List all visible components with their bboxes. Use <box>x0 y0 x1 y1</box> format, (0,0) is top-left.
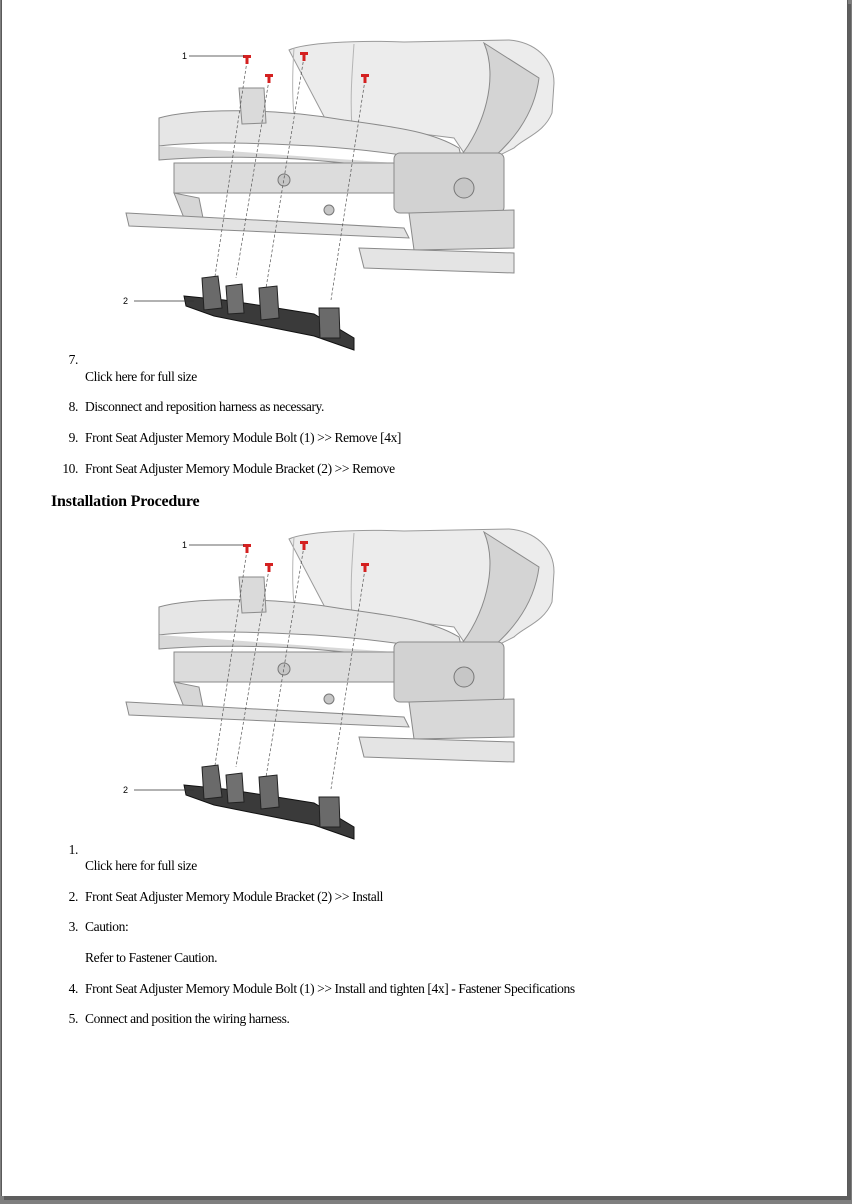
seat-diagram-removal <box>114 38 564 363</box>
seat-memory-module-illustration <box>114 527 564 852</box>
step-number: 2. <box>68 889 78 904</box>
step-number: 8. <box>68 399 78 414</box>
step-text: Front Seat Adjuster Memory Module Bolt (1) >> Install and tighten [4x] - Fastener Specifications <box>85 981 575 996</box>
callout-1: 1 <box>182 51 188 61</box>
step-number: 4. <box>68 981 78 996</box>
step-number: 1. <box>68 842 78 857</box>
seat-memory-module-illustration <box>114 38 564 363</box>
step-text: Front Seat Adjuster Memory Module Bolt (1) >> Remove [4x] <box>85 430 402 445</box>
callout-2: 2 <box>123 296 129 306</box>
document-page <box>1 0 848 1196</box>
step-text: Connect and position the wiring harness. <box>85 1011 290 1026</box>
step-text: Disconnect and reposition harness as necessary. <box>85 399 324 414</box>
section-heading: Installation Procedure <box>51 493 200 510</box>
step-number: 5. <box>68 1011 78 1026</box>
full-size-link[interactable]: Click here for full size <box>85 369 197 384</box>
step-text: Front Seat Adjuster Memory Module Bracket (2) >> Install <box>85 889 384 904</box>
caution-label: Caution: <box>85 919 129 934</box>
step-number: 10. <box>62 461 78 476</box>
callout-2: 2 <box>123 785 129 795</box>
step-number: 9. <box>68 430 78 445</box>
callout-1: 1 <box>182 540 188 550</box>
seat-rails <box>126 699 514 762</box>
seat-rails <box>126 210 514 273</box>
step-number: 3. <box>68 919 78 934</box>
full-size-link[interactable]: Click here for full size <box>85 858 197 873</box>
step-number: 7. <box>68 352 78 367</box>
seat-diagram-installation <box>114 527 564 852</box>
caution-text: Refer to Fastener Caution. <box>85 950 218 965</box>
step-text: Front Seat Adjuster Memory Module Bracket (2) >> Remove <box>85 461 395 476</box>
module-bracket <box>184 765 354 839</box>
module-bracket <box>184 276 354 350</box>
